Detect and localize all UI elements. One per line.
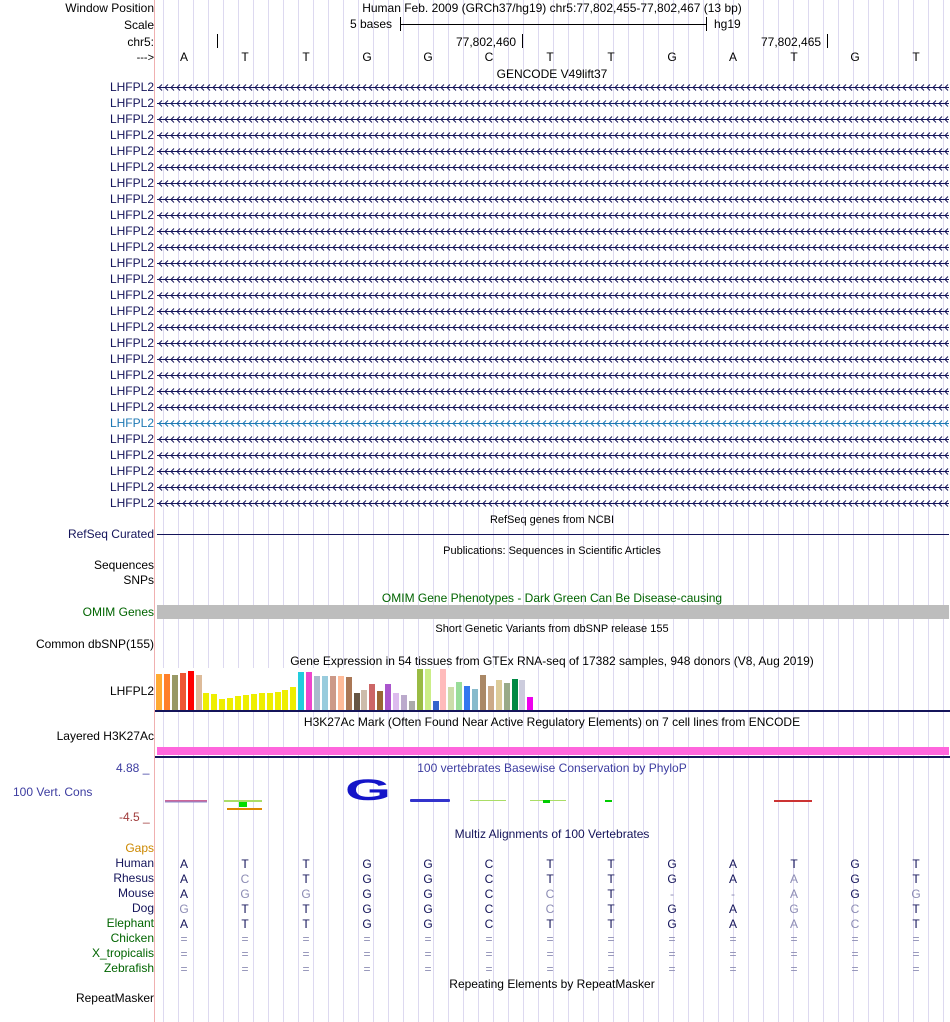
multiz-base: = (424, 962, 432, 976)
multiz-base: G (362, 857, 372, 871)
base-letter: G (362, 50, 372, 64)
gencode-gene-label[interactable]: LHFPL2 (109, 448, 154, 462)
multiz-species-label[interactable]: Dog (131, 901, 154, 915)
ruler-coord-1: 77,802,460 (456, 35, 517, 49)
multiz-species-label[interactable]: Zebrafish (103, 961, 154, 975)
refseq-track-title: RefSeq genes from NCBI (489, 514, 615, 526)
multiz-base: G (667, 917, 677, 931)
gtex-tissue-bar[interactable] (180, 673, 186, 710)
gtex-tissue-bar[interactable] (433, 701, 439, 710)
gencode-gene-label[interactable]: LHFPL2 (109, 368, 154, 382)
gencode-transcript[interactable] (157, 147, 949, 156)
repeatmasker-track-title: Repeating Elements by RepeatMasker (449, 977, 655, 991)
gencode-transcript[interactable] (157, 115, 949, 124)
multiz-base: T (912, 902, 920, 916)
base-letter: A (728, 50, 738, 64)
multiz-base: C (850, 917, 860, 931)
multiz-base: = (851, 947, 859, 961)
base-letter: T (302, 50, 310, 64)
gencode-gene-label[interactable]: LHFPL2 (109, 416, 154, 430)
h3k27ac-track-title: H3K27Ac Mark (Often Found Near Active Regulatory Elements) on 7 cell lines from ENCODE (303, 715, 801, 729)
gtex-tissue-bar[interactable] (496, 680, 502, 710)
gtex-tissue-bar[interactable] (156, 674, 162, 710)
multiz-base: = (546, 932, 554, 946)
multiz-base: G (423, 902, 433, 916)
gencode-gene-label[interactable]: LHFPL2 (109, 272, 154, 286)
multiz-base: T (546, 872, 554, 886)
multiz-base: T (302, 917, 310, 931)
multiz-base: = (607, 947, 615, 961)
multiz-base: - (731, 887, 735, 901)
gtex-tissue-bar[interactable] (259, 693, 265, 710)
scale-label: Scale (123, 18, 154, 32)
scale-bar (400, 24, 707, 25)
cons-mark-2c (227, 808, 262, 810)
gtex-tissue-bar[interactable] (188, 671, 194, 710)
cons-mark-3 (410, 799, 450, 802)
gtex-track-title: Gene Expression in 54 tissues from GTEx RNA-seq of 17382 samples, 948 donors (V8, Aug 2019) (290, 654, 814, 668)
multiz-species-label[interactable]: Rhesus (113, 871, 154, 885)
gencode-track-title: GENCODE V49lift37 (496, 67, 608, 81)
multiz-base: G (362, 917, 372, 931)
multiz-base: A (179, 872, 189, 886)
gtex-tissue-bar[interactable] (172, 675, 178, 710)
gtex-tissue-bar[interactable] (314, 676, 320, 710)
ruler-tick-1 (217, 34, 218, 48)
multiz-base: T (302, 902, 310, 916)
scale-bar-right-tick (706, 17, 707, 31)
gencode-gene-label[interactable]: LHFPL2 (109, 256, 154, 270)
refseq-track-label[interactable]: RefSeq Curated (67, 527, 154, 541)
conservation-track-title: 100 vertebrates Basewise Conservation by PhyloP (417, 761, 687, 775)
assembly-position-text: Human Feb. 2009 (GRCh37/hg19) chr5:77,802,455-77,802,467 (13 bp) (362, 1, 742, 15)
multiz-base: = (485, 932, 493, 946)
multiz-base: T (546, 917, 554, 931)
gtex-tissue-bar[interactable] (235, 696, 241, 710)
gencode-transcript[interactable] (157, 227, 949, 236)
base-letter: G (423, 50, 433, 64)
gencode-gene-label[interactable]: LHFPL2 (109, 464, 154, 478)
multiz-base: = (790, 947, 798, 961)
multiz-base: = (424, 932, 432, 946)
gencode-transcript[interactable] (157, 83, 949, 92)
multiz-base: = (668, 932, 676, 946)
multiz-base: = (729, 962, 737, 976)
multiz-base: T (607, 872, 615, 886)
gtex-tissue-bar[interactable] (251, 694, 257, 710)
gtex-tissue-bar[interactable] (330, 676, 336, 710)
gtex-tissue-bar[interactable] (227, 698, 233, 710)
base-letter: T (790, 50, 798, 64)
multiz-base: = (729, 932, 737, 946)
gencode-transcript[interactable] (157, 307, 949, 316)
gtex-tissue-bar[interactable] (448, 687, 454, 710)
multiz-base: = (546, 947, 554, 961)
gencode-transcript[interactable] (157, 131, 949, 140)
gencode-transcript[interactable] (157, 211, 949, 220)
publications-track-title: Publications: Sequences in Scientific Articles (443, 545, 661, 557)
gtex-track-label[interactable]: LHFPL2 (109, 684, 154, 698)
gtex-tissue-bar[interactable] (211, 694, 217, 710)
h3k27ac-signal-bar[interactable] (157, 747, 949, 755)
gencode-gene-label[interactable]: LHFPL2 (109, 160, 154, 174)
gencode-gene-label[interactable]: LHFPL2 (109, 144, 154, 158)
multiz-base: = (668, 947, 676, 961)
base-letter: G (850, 50, 860, 64)
gencode-gene-label[interactable]: LHFPL2 (109, 432, 154, 446)
multiz-base: G (362, 902, 372, 916)
base-letter: T (607, 50, 615, 64)
strand-label[interactable]: ---> (136, 52, 154, 64)
multiz-base: A (728, 917, 738, 931)
gtex-tissue-bar[interactable] (504, 683, 510, 710)
publications-sequences-label[interactable]: Sequences (93, 558, 154, 572)
multiz-base: T (241, 857, 249, 871)
multiz-base: = (607, 932, 615, 946)
multiz-base: C (545, 887, 555, 901)
multiz-base: = (363, 947, 371, 961)
window-position-label: Window Position (65, 1, 154, 15)
multiz-base: C (850, 902, 860, 916)
multiz-base: = (363, 932, 371, 946)
gencode-gene-label[interactable]: LHFPL2 (109, 224, 154, 238)
cons-mark-2 (224, 800, 262, 802)
ruler-tick-2 (522, 34, 523, 48)
multiz-base: A (179, 857, 189, 871)
gencode-gene-label[interactable]: LHFPL2 (109, 304, 154, 318)
gencode-transcript[interactable] (157, 467, 949, 476)
multiz-base: T (302, 857, 310, 871)
multiz-base: C (240, 872, 250, 886)
gencode-transcript[interactable] (157, 163, 949, 172)
gencode-transcript[interactable] (157, 275, 949, 284)
multiz-base: G (423, 887, 433, 901)
multiz-base: C (484, 857, 494, 871)
conservation-ymax: 4.88 _ (116, 761, 150, 775)
db-label: hg19 (714, 17, 741, 31)
gtex-tissue-bar[interactable] (267, 693, 273, 710)
base-letter: T (546, 50, 554, 64)
multiz-base: = (790, 932, 798, 946)
omim-track-label[interactable]: OMIM Genes (82, 605, 154, 619)
multiz-base: = (729, 947, 737, 961)
multiz-base: A (728, 872, 738, 886)
omim-gray-bar[interactable] (157, 605, 949, 619)
base-letter: T (241, 50, 249, 64)
gencode-gene-label[interactable]: LHFPL2 (109, 80, 154, 94)
gtex-tissue-bar[interactable] (243, 695, 249, 710)
base-letter: C (484, 50, 494, 64)
gencode-transcript[interactable] (157, 259, 949, 268)
gtex-tissue-bar[interactable] (196, 675, 202, 710)
conservation-logo-plot[interactable] (157, 776, 949, 816)
gencode-gene-label[interactable]: LHFPL2 (109, 480, 154, 494)
gtex-baseline (155, 710, 950, 712)
gencode-transcript[interactable] (157, 451, 949, 460)
gencode-gene-label[interactable]: LHFPL2 (109, 128, 154, 142)
multiz-base: T (607, 902, 615, 916)
conservation-track-label[interactable]: 100 Vert. Cons (13, 785, 93, 799)
multiz-base: A (728, 902, 738, 916)
multiz-base: A (789, 917, 799, 931)
multiz-base: = (851, 962, 859, 976)
multiz-base: G (423, 917, 433, 931)
multiz-base: = (241, 947, 249, 961)
gencode-transcript[interactable] (157, 435, 949, 444)
conservation-ymin: -4.5 _ (119, 810, 150, 824)
gtex-tissue-bar[interactable] (275, 692, 281, 710)
multiz-base: = (363, 962, 371, 976)
gtex-tissue-bar[interactable] (369, 684, 375, 710)
multiz-track-title: Multiz Alignments of 100 Vertebrates (454, 827, 650, 841)
cons-mark-5b (543, 800, 550, 803)
gtex-tissue-bar[interactable] (354, 693, 360, 710)
gtex-tissue-bar[interactable] (464, 686, 470, 710)
gtex-tissue-bar[interactable] (488, 686, 494, 710)
dbsnp-track-title: Short Genetic Variants from dbSNP release 155 (435, 623, 669, 635)
gencode-gene-label[interactable]: LHFPL2 (109, 352, 154, 366)
multiz-base: A (789, 872, 799, 886)
multiz-base: = (607, 962, 615, 976)
multiz-base: A (179, 917, 189, 931)
multiz-base: C (484, 887, 494, 901)
gencode-transcript[interactable] (157, 99, 949, 108)
multiz-species-label[interactable]: Chicken (110, 931, 154, 945)
cons-mark-2b (239, 802, 247, 807)
gencode-transcript[interactable] (157, 483, 949, 492)
h3k27ac-baseline (155, 756, 950, 758)
gencode-gene-label[interactable]: LHFPL2 (109, 384, 154, 398)
gtex-tissue-bar[interactable] (417, 669, 423, 710)
gtex-tissue-bar[interactable] (290, 687, 296, 710)
refseq-gene-line[interactable] (157, 534, 949, 535)
multiz-base: T (302, 872, 310, 886)
multiz-base: G (301, 887, 311, 901)
gencode-transcript[interactable] (157, 243, 949, 252)
multiz-base: = (912, 947, 920, 961)
multiz-base: = (912, 962, 920, 976)
cons-mark-6 (605, 800, 612, 802)
gtex-tissue-bar[interactable] (338, 676, 344, 710)
gtex-tissue-bar[interactable] (440, 669, 446, 710)
gtex-tissue-bar[interactable] (282, 690, 288, 710)
gencode-transcript[interactable] (157, 387, 949, 396)
multiz-base: T (546, 857, 554, 871)
cons-logo-big-letter: G (345, 776, 391, 807)
gtex-tissue-bar[interactable] (472, 689, 478, 710)
multiz-base: G (667, 902, 677, 916)
gtex-tissue-bar[interactable] (401, 695, 407, 710)
multiz-base: C (484, 872, 494, 886)
gtex-tissue-bar[interactable] (425, 669, 431, 710)
multiz-base: C (484, 917, 494, 931)
multiz-gaps-label[interactable]: Gaps (125, 841, 154, 855)
multiz-base: A (789, 887, 799, 901)
multiz-base: = (180, 947, 188, 961)
gtex-tissue-bar[interactable] (512, 679, 518, 710)
gencode-gene-label[interactable]: LHFPL2 (109, 96, 154, 110)
multiz-base: G (667, 857, 677, 871)
multiz-species-label[interactable]: Elephant (106, 916, 154, 930)
multiz-base: T (912, 917, 920, 931)
gencode-gene-label[interactable]: LHFPL2 (109, 112, 154, 126)
gtex-tissue-bar[interactable] (519, 680, 525, 710)
gencode-transcript[interactable] (157, 323, 949, 332)
ruler-coord-2: 77,802,465 (761, 35, 822, 49)
cons-mark-4 (470, 800, 506, 801)
multiz-base: A (728, 857, 738, 871)
gencode-gene-label[interactable]: LHFPL2 (109, 320, 154, 334)
multiz-base: = (241, 932, 249, 946)
label-separator-line (154, 0, 155, 1022)
multiz-base: G (362, 872, 372, 886)
multiz-base: = (485, 947, 493, 961)
multiz-base: G (850, 872, 860, 886)
multiz-base: - (670, 887, 674, 901)
multiz-species-label[interactable]: Human (115, 856, 154, 870)
multiz-base: T (241, 917, 249, 931)
omim-track-title: OMIM Gene Phenotypes - Dark Green Can Be Disease-causing (381, 591, 723, 605)
scale-bar-left-tick (400, 17, 401, 31)
multiz-base: G (789, 902, 799, 916)
gtex-tissue-bar[interactable] (385, 684, 391, 710)
multiz-base: G (667, 872, 677, 886)
multiz-base: G (911, 887, 921, 901)
multiz-base: = (302, 962, 310, 976)
repeatmasker-track-label[interactable]: RepeatMasker (75, 991, 154, 1005)
gtex-tissue-bar[interactable] (456, 682, 462, 710)
gtex-tissue-bar[interactable] (409, 701, 415, 710)
dbsnp-track-label[interactable]: Common dbSNP(155) (35, 637, 154, 651)
gencode-gene-label[interactable]: LHFPL2 (109, 192, 154, 206)
multiz-base: = (180, 962, 188, 976)
multiz-base: T (607, 857, 615, 871)
gtex-tissue-bar[interactable] (298, 672, 304, 710)
multiz-base: G (240, 887, 250, 901)
gtex-tissue-bar[interactable] (361, 690, 367, 710)
gencode-transcript[interactable] (157, 339, 949, 348)
scale-bar-text: 5 bases (350, 17, 393, 31)
multiz-base: = (180, 932, 188, 946)
multiz-species-label[interactable]: X_tropicalis (91, 946, 154, 960)
gtex-tissue-bar[interactable] (377, 691, 383, 710)
gencode-transcript[interactable] (157, 291, 949, 300)
multiz-base: G (179, 902, 189, 916)
base-letter: A (179, 50, 189, 64)
multiz-base: = (790, 962, 798, 976)
gtex-tissue-bar[interactable] (393, 693, 399, 710)
gencode-transcript[interactable] (157, 403, 949, 412)
gtex-tissue-bar[interactable] (164, 674, 170, 710)
multiz-base: C (545, 902, 555, 916)
multiz-base: = (546, 962, 554, 976)
multiz-base: T (790, 857, 798, 871)
multiz-base: = (485, 962, 493, 976)
multiz-base: T (607, 887, 615, 901)
gtex-tissue-bar[interactable] (203, 693, 209, 710)
base-letter: G (667, 50, 677, 64)
multiz-base: = (241, 962, 249, 976)
gencode-transcript[interactable] (157, 499, 949, 508)
gencode-transcript[interactable] (157, 355, 949, 364)
gencode-transcript[interactable] (157, 371, 949, 380)
multiz-base: G (850, 887, 860, 901)
gencode-gene-label[interactable]: LHFPL2 (109, 496, 154, 510)
multiz-base: = (851, 932, 859, 946)
multiz-base: T (241, 902, 249, 916)
publications-snps-label[interactable]: SNPs (123, 573, 154, 587)
gencode-transcript[interactable] (157, 419, 949, 428)
gencode-gene-label[interactable]: LHFPL2 (109, 208, 154, 222)
gencode-gene-label[interactable]: LHFPL2 (109, 288, 154, 302)
h3k27ac-track-label[interactable]: Layered H3K27Ac (56, 729, 154, 743)
multiz-base: G (850, 857, 860, 871)
multiz-base: T (607, 917, 615, 931)
gencode-gene-label[interactable]: LHFPL2 (109, 240, 154, 254)
multiz-species-label[interactable]: Mouse (117, 886, 154, 900)
ruler-tick-3 (827, 34, 828, 48)
multiz-base: G (423, 872, 433, 886)
gtex-tissue-bar[interactable] (527, 697, 533, 710)
multiz-base: T (912, 857, 920, 871)
base-letter: T (912, 50, 920, 64)
multiz-base: = (302, 947, 310, 961)
multiz-base: = (912, 932, 920, 946)
gtex-tissue-bar[interactable] (219, 699, 225, 710)
gencode-transcript[interactable] (157, 179, 949, 188)
gencode-gene-label[interactable]: LHFPL2 (109, 176, 154, 190)
gtex-tissue-bar[interactable] (346, 677, 352, 710)
gtex-tissue-bar[interactable] (322, 676, 328, 710)
gtex-tissue-bar[interactable] (480, 675, 486, 710)
gencode-gene-label[interactable]: LHFPL2 (109, 336, 154, 350)
multiz-base: = (302, 932, 310, 946)
multiz-base: G (362, 887, 372, 901)
multiz-base: G (423, 857, 433, 871)
gencode-transcript[interactable] (157, 195, 949, 204)
multiz-base: A (179, 887, 189, 901)
multiz-base: C (484, 902, 494, 916)
multiz-base: T (912, 872, 920, 886)
gtex-bar-chart[interactable] (156, 668, 536, 710)
gencode-gene-label[interactable]: LHFPL2 (109, 400, 154, 414)
multiz-base: = (668, 962, 676, 976)
multiz-base: = (424, 947, 432, 961)
chrom-label: chr5: (127, 35, 154, 49)
gtex-tissue-bar[interactable] (306, 672, 312, 710)
